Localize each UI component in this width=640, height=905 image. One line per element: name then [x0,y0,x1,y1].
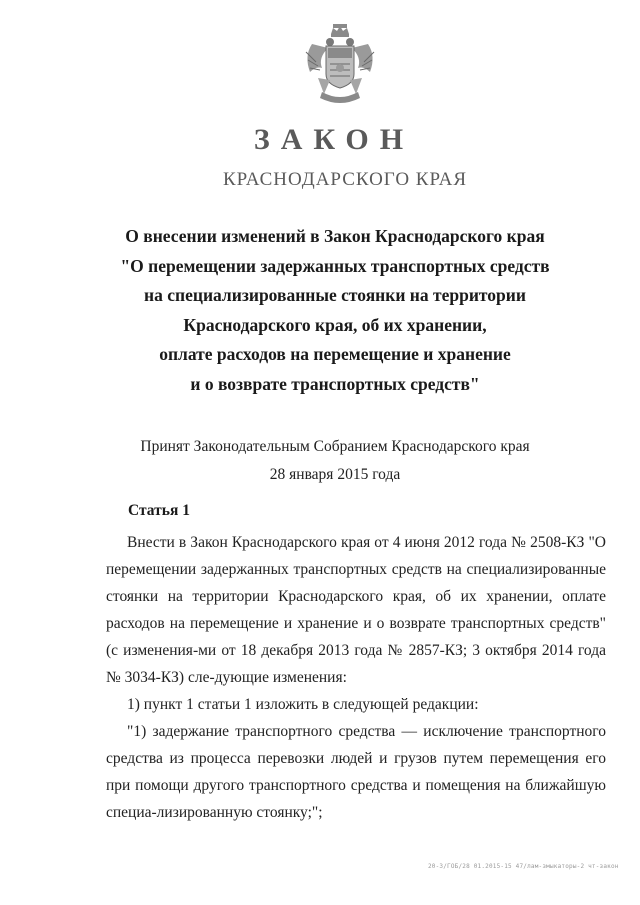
adoption-info [0,433,640,489]
document-title: ЗАКОН [253,123,415,156]
heading-line: оплате расходов на перемещение и хранение [159,344,511,364]
heading-line: и о возврате транспортных средств" [190,373,480,394]
article-title: Статья 1 [128,502,190,519]
document-subtitle: КРАСНОДАРСКОГО КРАЯ [222,169,467,190]
law-heading [0,222,640,399]
heading-line: на специализированные стоянки на территории [144,285,526,305]
heading-line: "О перемещении задержанных транспортных средств [120,255,550,276]
heading-line: О внесении изменений в Закон Краснодарского края [125,226,545,246]
adoption-body: Принят Законодательным Собранием Краснодарского края [140,438,530,455]
adoption-date: 28 января 2015 года [269,466,401,483]
footer-code: 20-3/ГОБ/28 01.2015-15 47/лам-змыкаторы-2 чт-закон [428,863,619,870]
heading-line: Краснодарского края, об их хранении, [183,314,487,335]
paragraph: Внести в Закон Краснодарского края от 4 июня 2012 года № 2508-КЗ "О перемещении задержанных транспортных средств на специализированные стоянки на территории Краснодарского края, об их хранении, оплате расходов на перемещение и хранение и о возврате транспортных средств" (с изменения-ми от 18 декабря 2013 года № 2857-КЗ; 3 октября 2014 года № 3034-КЗ) сле-дующие изменения: [106,534,606,686]
article-body [106,529,606,826]
paragraph: 1) пункт 1 статьи 1 изложить в следующей редакции: [127,696,479,713]
coat-of-arms [300,22,380,108]
paragraph: "1) задержание транспортного средства — исключение транспортного средства из процесса перевозки людей и грузов путем перемещения его при помощи другого транспортного средства и помещения на ближайшую специа-лизированную стоянку;"; [106,723,606,821]
coat-of-arms-icon [300,22,380,108]
